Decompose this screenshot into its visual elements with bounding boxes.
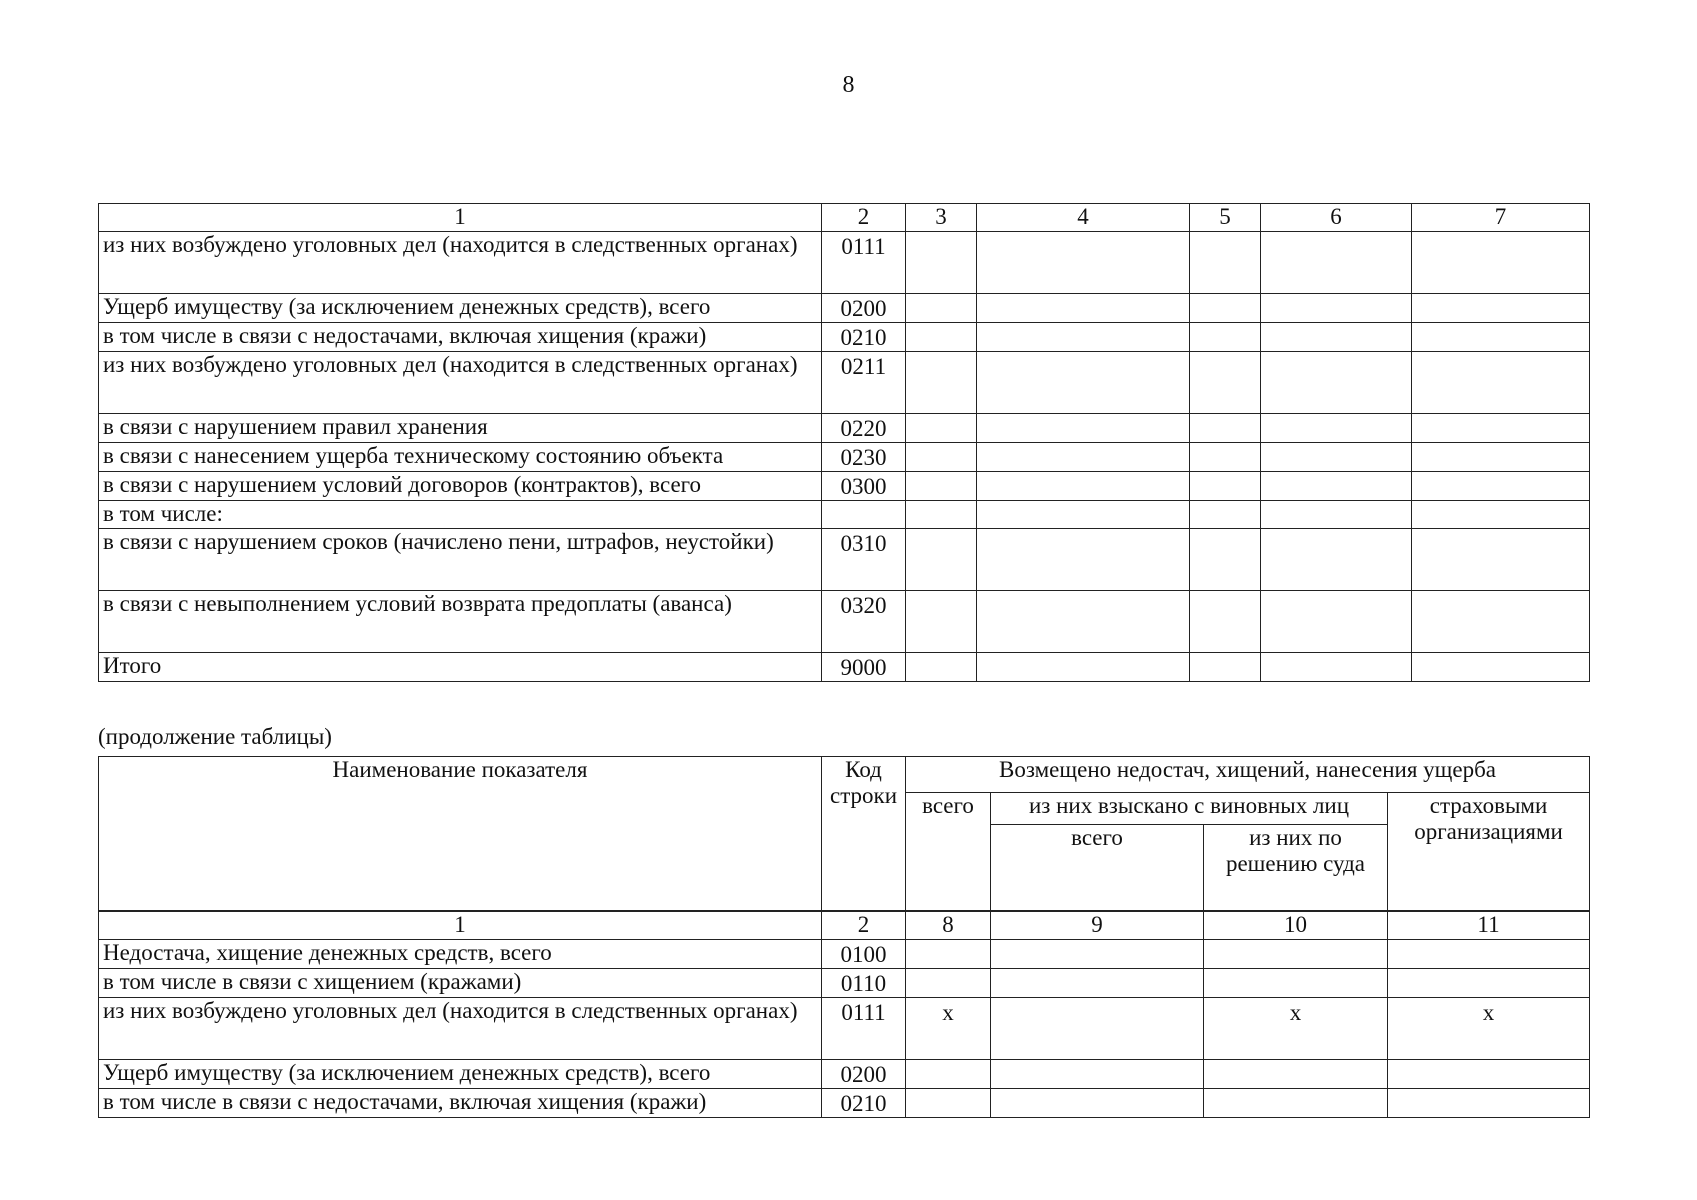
value-cell — [1412, 472, 1590, 501]
value-cell — [906, 294, 977, 323]
value-cell — [977, 352, 1190, 414]
row-code: 0210 — [822, 323, 906, 352]
row-code: 0310 — [822, 529, 906, 591]
column-number: 1 — [99, 912, 822, 940]
indicator-name: Итого — [99, 653, 822, 682]
value-cell — [906, 1060, 991, 1089]
value-cell: x — [906, 998, 991, 1060]
table-row — [99, 969, 1590, 998]
value-cell — [1190, 472, 1261, 501]
value-cell — [1412, 352, 1590, 414]
value-cell — [977, 232, 1190, 294]
table-row — [99, 1060, 1590, 1089]
value-cell — [1412, 501, 1590, 529]
column-number: 1 — [99, 204, 822, 232]
value-cell — [977, 323, 1190, 352]
table-row — [99, 501, 1590, 529]
value-cell — [1412, 414, 1590, 443]
column-number: 3 — [906, 204, 977, 232]
column-number: 7 — [1412, 204, 1590, 232]
value-cell — [906, 323, 977, 352]
value-cell — [1388, 1060, 1590, 1089]
row-code: 0200 — [822, 1060, 906, 1089]
page-number: 8 — [842, 72, 855, 98]
header-by-court: из них по решению суда — [1204, 825, 1388, 911]
row-code: 0200 — [822, 294, 906, 323]
value-cell — [906, 653, 977, 682]
value-cell — [1190, 591, 1261, 653]
value-cell — [977, 443, 1190, 472]
indicator-name: в том числе в связи с недостачами, включая хищения (кражи) — [99, 1089, 822, 1118]
value-cell — [991, 1060, 1204, 1089]
value-cell — [906, 472, 977, 501]
value-cell — [1190, 653, 1261, 682]
table-row — [99, 940, 1590, 969]
value-cell — [991, 940, 1204, 969]
value-cell: x — [1388, 998, 1590, 1060]
value-cell — [1190, 294, 1261, 323]
value-cell — [1261, 294, 1412, 323]
value-cell — [977, 653, 1190, 682]
row-code: 0110 — [822, 969, 906, 998]
column-number-row — [99, 912, 1590, 940]
value-cell — [1412, 294, 1590, 323]
column-number: 10 — [1204, 912, 1388, 940]
indicator-name: из них возбуждено уголовных дел (находится в следственных органах) — [99, 998, 822, 1060]
indicator-name: из них возбуждено уголовных дел (находится в следственных органах) — [99, 232, 822, 294]
value-cell — [1261, 472, 1412, 501]
value-cell — [1261, 653, 1412, 682]
row-code: 0211 — [822, 352, 906, 414]
row-code: 0300 — [822, 472, 906, 501]
value-cell — [1204, 969, 1388, 998]
value-cell — [906, 352, 977, 414]
value-cell — [906, 501, 977, 529]
value-cell — [906, 940, 991, 969]
table-row — [99, 529, 1590, 591]
table-row — [99, 998, 1590, 1060]
value-cell — [906, 591, 977, 653]
value-cell — [1261, 501, 1412, 529]
indicator-name: в том числе в связи с хищением (кражами) — [99, 969, 822, 998]
value-cell — [991, 969, 1204, 998]
indicator-name: в связи с нарушением условий договоров (контрактов), всего — [99, 472, 822, 501]
value-cell — [1412, 529, 1590, 591]
value-cell — [1204, 1060, 1388, 1089]
indicator-name: в связи с невыполнением условий возврата предоплаты (аванса) — [99, 591, 822, 653]
column-number: 11 — [1388, 912, 1590, 940]
column-number: 5 — [1190, 204, 1261, 232]
column-number: 6 — [1261, 204, 1412, 232]
value-cell — [977, 501, 1190, 529]
indicator-name: Недостача, хищение денежных средств, всего — [99, 940, 822, 969]
indicator-name: в том числе в связи с недостачами, включая хищения (кражи) — [99, 323, 822, 352]
indicator-name: в связи с нарушением правил хранения — [99, 414, 822, 443]
value-cell — [1190, 352, 1261, 414]
value-cell — [1190, 323, 1261, 352]
table-row — [99, 414, 1590, 443]
value-cell — [1412, 591, 1590, 653]
value-cell — [1388, 969, 1590, 998]
value-cell — [977, 294, 1190, 323]
value-cell — [1412, 653, 1590, 682]
value-cell — [1190, 414, 1261, 443]
indicator-name: Ущерб имуществу (за исключением денежных средств), всего — [99, 1060, 822, 1089]
table-row — [99, 443, 1590, 472]
value-cell — [906, 529, 977, 591]
value-cell — [977, 591, 1190, 653]
value-cell — [1190, 232, 1261, 294]
value-cell — [1261, 323, 1412, 352]
table-row — [99, 1089, 1590, 1118]
value-cell — [1261, 232, 1412, 294]
row-code: 0100 — [822, 940, 906, 969]
value-cell — [1261, 591, 1412, 653]
value-cell — [1388, 940, 1590, 969]
indicator-name: в связи с нарушением сроков (начислено пени, штрафов, неустойки) — [99, 529, 822, 591]
value-cell — [1261, 529, 1412, 591]
row-code: 0210 — [822, 1089, 906, 1118]
header-from-guilty: из них взыскано с виновных лиц — [991, 793, 1388, 825]
table-row — [99, 232, 1590, 294]
value-cell — [1190, 529, 1261, 591]
table-row — [99, 472, 1590, 501]
table-row — [99, 323, 1590, 352]
column-number: 8 — [906, 912, 991, 940]
value-cell — [1412, 232, 1590, 294]
column-number-row — [99, 204, 1590, 232]
value-cell — [1190, 443, 1261, 472]
row-code — [822, 501, 906, 529]
value-cell — [906, 232, 977, 294]
value-cell — [1204, 1089, 1388, 1118]
value-cell — [906, 969, 991, 998]
table-row — [99, 352, 1590, 414]
row-code: 9000 — [822, 653, 906, 682]
header-reimbursed-total: всего — [906, 793, 991, 911]
indicator-name: в том числе: — [99, 501, 822, 529]
report-table-part-2-body — [98, 911, 1590, 1118]
continuation-label: (продолжение таблицы) — [98, 724, 332, 749]
value-cell — [1261, 352, 1412, 414]
value-cell — [1261, 443, 1412, 472]
value-cell — [906, 443, 977, 472]
header-insurance: страховыми организациями — [1388, 793, 1590, 911]
header-indicator-name: Наименование показателя — [99, 757, 822, 911]
report-table-part-2-header — [98, 756, 1590, 911]
row-code: 0111 — [822, 998, 906, 1060]
row-code: 0111 — [822, 232, 906, 294]
value-cell — [1190, 501, 1261, 529]
column-number: 2 — [822, 204, 906, 232]
column-number: 9 — [991, 912, 1204, 940]
column-number: 2 — [822, 912, 906, 940]
row-code: 0220 — [822, 414, 906, 443]
value-cell — [977, 472, 1190, 501]
value-cell — [991, 998, 1204, 1060]
row-code: 0230 — [822, 443, 906, 472]
value-cell — [1204, 940, 1388, 969]
table-row — [99, 653, 1590, 682]
column-number: 4 — [977, 204, 1190, 232]
value-cell — [1261, 414, 1412, 443]
header-row-code: Код строки — [822, 757, 906, 911]
table-row — [99, 294, 1590, 323]
header-reimbursed-group: Возмещено недостач, хищений, нанесения ущерба — [906, 757, 1590, 793]
value-cell — [977, 529, 1190, 591]
value-cell — [991, 1089, 1204, 1118]
row-code: 0320 — [822, 591, 906, 653]
report-table-part-1 — [98, 203, 1590, 682]
value-cell — [1388, 1089, 1590, 1118]
value-cell — [1412, 323, 1590, 352]
value-cell: x — [1204, 998, 1388, 1060]
value-cell — [1412, 443, 1590, 472]
indicator-name: Ущерб имуществу (за исключением денежных средств), всего — [99, 294, 822, 323]
indicator-name: в связи с нанесением ущерба техническому состоянию объекта — [99, 443, 822, 472]
table-row — [99, 591, 1590, 653]
indicator-name: из них возбуждено уголовных дел (находится в следственных органах) — [99, 352, 822, 414]
value-cell — [906, 1089, 991, 1118]
value-cell — [977, 414, 1190, 443]
value-cell — [906, 414, 977, 443]
header-from-guilty-total: всего — [991, 825, 1204, 911]
